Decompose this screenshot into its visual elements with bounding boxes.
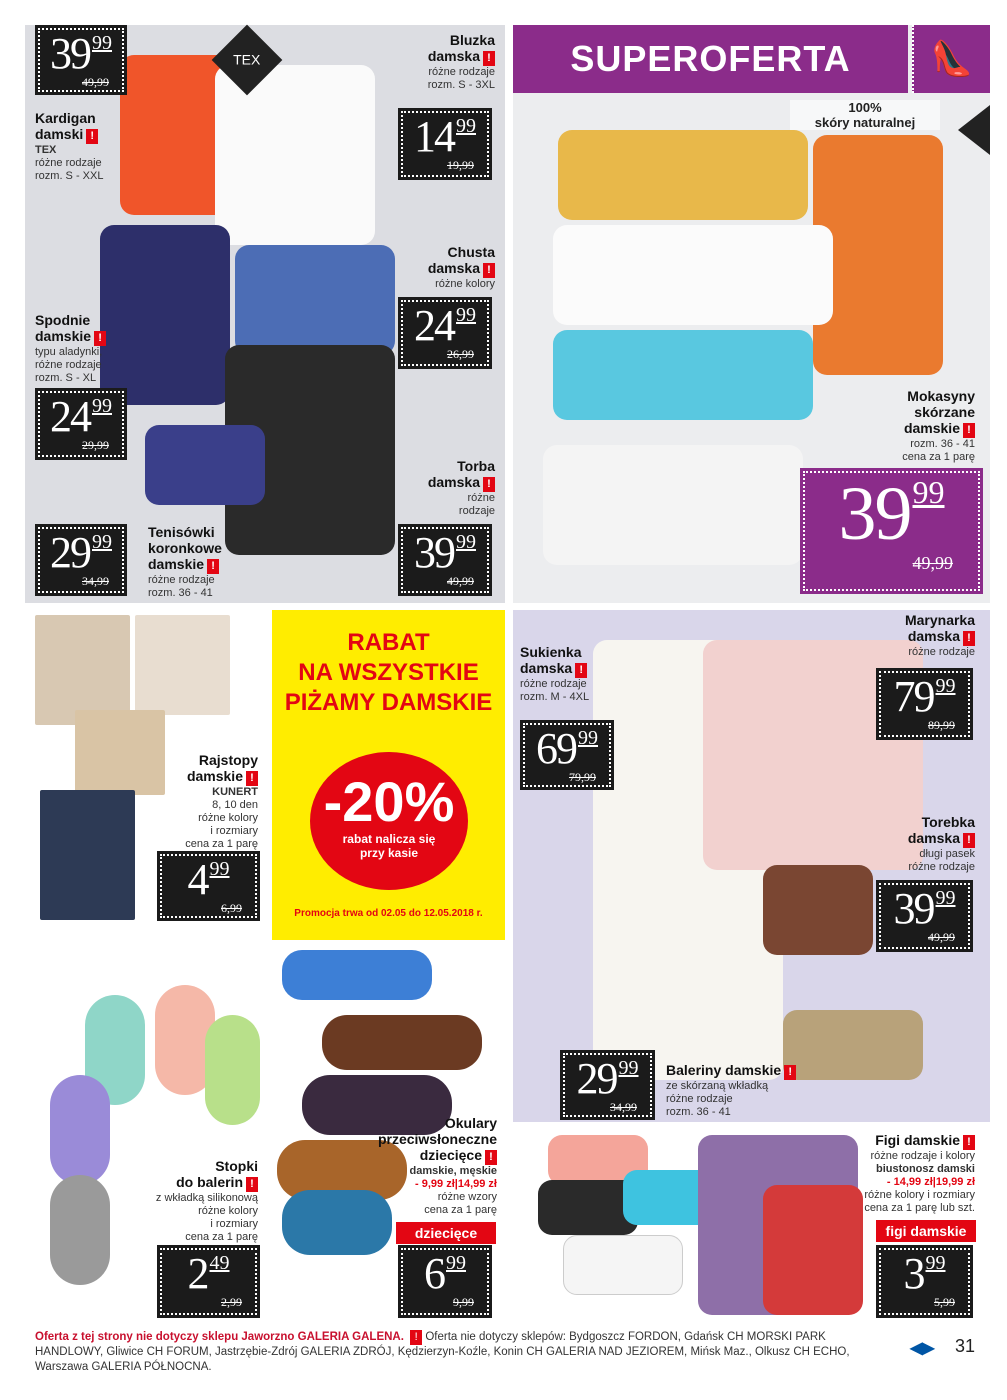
footer-disclaimer xyxy=(35,1330,895,1375)
price-main: 39 xyxy=(50,29,90,78)
product-title-text: Baleriny damskie xyxy=(666,1062,782,1078)
product-title-text: Spodnie xyxy=(35,312,91,328)
price-main: 69 xyxy=(536,724,576,773)
old-price: 2,99 xyxy=(221,1295,242,1309)
price-row xyxy=(536,724,598,773)
category-band: dziecięce xyxy=(396,1222,496,1244)
product-title-text: Stopki xyxy=(215,1158,258,1174)
yellow-loafer-image xyxy=(558,130,808,220)
sukienka-label xyxy=(520,644,640,704)
product-title xyxy=(148,556,248,574)
product-detail: różne xyxy=(467,492,495,504)
price-cents: 99 xyxy=(446,1252,466,1274)
price-row xyxy=(414,301,476,350)
product-title xyxy=(840,388,975,404)
exclamation-icon: ! xyxy=(207,559,219,574)
product-title-text: damska xyxy=(520,660,573,676)
product-title xyxy=(120,1174,258,1192)
product-title xyxy=(820,1132,975,1150)
product-title-text: Figi damskie xyxy=(875,1132,960,1148)
discount-note: rabat nalicza się xyxy=(342,832,436,846)
exclamation-icon: ! xyxy=(784,1065,796,1080)
product-title xyxy=(850,814,975,830)
product-detail: z wkładką silikonową xyxy=(155,1192,258,1204)
sale-price-line: - 9,99 zł|14,99 zł xyxy=(415,1178,497,1190)
price-cents: 99 xyxy=(92,32,112,54)
white-loafer-image xyxy=(553,225,833,325)
price-main: 24 xyxy=(414,301,454,350)
product-detail: różne rodzaje xyxy=(35,157,102,169)
price-cents: 99 xyxy=(456,304,476,326)
product-title xyxy=(360,1115,497,1131)
price-main: 79 xyxy=(893,672,934,721)
product-title xyxy=(150,768,258,786)
price-cents: 99 xyxy=(618,1057,639,1079)
price-tag xyxy=(398,108,492,180)
product-detail: różne rodzaje i kolory xyxy=(870,1150,975,1162)
stopki-label xyxy=(120,1158,258,1244)
old-price: 9,99 xyxy=(453,1295,474,1309)
price-row xyxy=(50,29,112,78)
product-title-text: damskie xyxy=(148,556,205,572)
mokasyny-label xyxy=(840,388,975,464)
product-title xyxy=(148,540,248,556)
product-detail: i rozmiary xyxy=(210,825,258,837)
exclamation-icon: ! xyxy=(575,663,587,678)
promo-title xyxy=(272,628,505,718)
exclamation-icon: ! xyxy=(483,477,495,492)
product-title-text: damska xyxy=(427,474,480,490)
price-main: 3 xyxy=(903,1249,924,1298)
product-title-text: damski xyxy=(35,126,84,142)
product-title xyxy=(35,126,135,144)
product-detail: ze skórzaną wkładką xyxy=(666,1080,769,1092)
price-row xyxy=(893,884,956,933)
product-title xyxy=(840,420,975,438)
product-title xyxy=(120,1158,258,1174)
bluzka-label xyxy=(380,32,495,92)
price-tag xyxy=(35,524,127,596)
price-row xyxy=(187,855,230,904)
product-title xyxy=(850,612,975,628)
product-detail: różne rodzaje xyxy=(148,574,215,586)
product-detail: różne rodzaje xyxy=(908,646,975,658)
product-title-text: damska xyxy=(907,830,960,846)
price-row xyxy=(903,1249,946,1298)
price-main: 29 xyxy=(576,1054,617,1103)
price-cents: 99 xyxy=(456,115,476,137)
scarf-image xyxy=(235,245,395,355)
price-tag xyxy=(157,1245,260,1318)
exclamation-icon: ! xyxy=(246,771,258,786)
page-number: 31 xyxy=(955,1336,976,1356)
price-tag xyxy=(35,388,127,460)
product-title xyxy=(148,524,248,540)
price-row xyxy=(187,1249,230,1298)
price-tag xyxy=(800,468,983,594)
exclamation-icon: ! xyxy=(94,331,106,346)
product-detail: cena za 1 parę xyxy=(185,1231,258,1243)
footer-red-note: Oferta z tej strony nie dotyczy sklepu Jaworzno GALERIA GALENA. xyxy=(35,1331,404,1343)
product-detail: różne wzory xyxy=(437,1191,497,1203)
price-cents: 99 xyxy=(578,727,598,749)
price-tag xyxy=(398,297,492,369)
product-title xyxy=(666,1062,806,1080)
product-detail: rozm. S - XL xyxy=(35,372,97,384)
price-tag xyxy=(35,25,127,95)
price-main: 6 xyxy=(424,1249,444,1298)
product-detail: damskie, męskie xyxy=(409,1165,497,1177)
product-title-text: Tenisówki xyxy=(148,524,215,540)
price-main: 39 xyxy=(414,528,454,577)
price-main: 39 xyxy=(838,472,911,556)
sunglasses-image xyxy=(282,950,432,1000)
discount-value: -20% xyxy=(323,770,455,833)
product-title xyxy=(360,1147,497,1165)
product-title-text: Bluzka xyxy=(449,32,495,48)
exclamation-icon: ! xyxy=(246,1177,258,1192)
price-row xyxy=(414,112,476,161)
product-detail: KUNERT xyxy=(212,786,258,798)
price-cents: 99 xyxy=(935,675,956,697)
sock-image xyxy=(50,1075,110,1185)
price-tag xyxy=(398,1245,492,1318)
product-detail: różne kolory xyxy=(198,812,258,824)
rajstopy-label xyxy=(150,752,258,851)
promo-title-line: NA WSZYSTKIE xyxy=(298,659,479,686)
product-title-text: Rajstopy xyxy=(198,752,258,768)
exclamation-icon: ! xyxy=(963,1135,975,1150)
price-cents: 99 xyxy=(209,858,230,880)
product-title-text: damskie xyxy=(903,420,960,436)
product-detail: TEX xyxy=(35,144,57,156)
product-title-text: Sukienka xyxy=(520,644,582,660)
footer-store-list: Oferta nie dotyczy sklepów: Bydgoszcz FORDON, Gdańsk CH MORSKI PARK HANDLOWY, Gliwice CH FORUM, Jastrzębie-Zdrój GALERIA ZDRÓJ, Kędzierzyn-Koźle, Konin CH GALERIA NAD JEZIOREM, Mińsk Maz., Olkusz CH ECHO, Warszawa GALERIA PÓŁNOCNA. xyxy=(35,1331,850,1373)
leather-text: skóry naturalnej xyxy=(814,115,916,130)
handbag-image xyxy=(763,865,873,955)
product-title-text: Torba xyxy=(457,458,495,474)
sock-image xyxy=(205,1015,260,1125)
promo-dates: Promocja trwa od 02.05 do 12.05.2018 r. xyxy=(294,908,483,919)
exclamation-icon: ! xyxy=(86,129,98,144)
old-price: 6,99 xyxy=(221,901,242,915)
price-tag xyxy=(876,1245,973,1318)
discount-badge xyxy=(310,752,468,890)
high-heel-shoe-icon: 👠 xyxy=(912,25,990,93)
old-price: 79,99 xyxy=(569,770,596,784)
tights-pack-image xyxy=(40,790,135,920)
product-detail: różne kolory xyxy=(198,1205,258,1217)
leather-percent: 100% xyxy=(848,100,882,115)
promo-title-line: PIŻAMY DAMSKIE xyxy=(284,689,493,716)
product-title-text: damska xyxy=(427,260,480,276)
product-title xyxy=(35,328,125,346)
product-title-text: przeciwsłoneczne xyxy=(377,1131,497,1147)
product-title-text: damskie xyxy=(186,768,243,784)
price-tag xyxy=(876,880,973,952)
price-row xyxy=(893,672,956,721)
price-main: 39 xyxy=(893,884,934,933)
old-price: 34,99 xyxy=(610,1100,637,1114)
product-title xyxy=(35,110,135,126)
price-tag xyxy=(560,1050,655,1120)
price-main: 2 xyxy=(187,1249,208,1298)
okulary-label xyxy=(360,1115,497,1217)
product-title xyxy=(380,458,495,474)
product-title-text: damskie xyxy=(35,328,92,344)
product-detail: rozm. M - 4XL xyxy=(520,691,590,703)
exclamation-icon: ! xyxy=(963,631,975,646)
price-row xyxy=(414,528,476,577)
product-detail: długi pasek xyxy=(919,848,975,860)
product-title xyxy=(520,644,640,660)
sale-price-line: - 14,99 zł|19,99 zł xyxy=(886,1176,975,1188)
product-title-text: Mokasyny xyxy=(907,388,975,404)
product-title-text: dziecięce xyxy=(419,1147,482,1163)
superoferta-banner: SUPEROFERTA xyxy=(513,25,908,93)
price-tag xyxy=(398,524,492,596)
price-cents: 99 xyxy=(912,474,945,510)
product-title-text: skórzane xyxy=(914,404,975,420)
product-detail: typu aladynki, xyxy=(35,346,103,358)
product-title xyxy=(840,404,975,420)
product-title-text: Marynarka xyxy=(904,612,975,628)
price-cents: 99 xyxy=(925,1252,946,1274)
product-detail: cena za 1 parę xyxy=(185,838,258,850)
price-cents: 99 xyxy=(92,531,112,553)
product-title-text: Torebka xyxy=(921,814,975,830)
price-row xyxy=(838,472,945,556)
price-main: 24 xyxy=(50,392,90,441)
old-price: 49,99 xyxy=(82,75,109,89)
marynarka-label xyxy=(850,612,975,659)
product-title-text: koronkowe xyxy=(148,540,222,556)
product-detail: i rozmiary xyxy=(210,1218,258,1230)
price-tag xyxy=(876,668,973,740)
white-perforated-loafer-image xyxy=(543,445,803,565)
category-band: figi damskie xyxy=(876,1220,976,1242)
product-detail: rozm. 36 - 41 xyxy=(666,1106,731,1118)
product-detail: rozm. S - 3XL xyxy=(427,79,495,91)
product-title-text: do balerin xyxy=(176,1174,243,1190)
product-detail: różne rodzaje xyxy=(666,1093,733,1105)
product-title-text: Kardigan xyxy=(35,110,96,126)
price-main: 4 xyxy=(187,855,208,904)
exclamation-icon: ! xyxy=(483,263,495,278)
exclamation-icon: ! xyxy=(410,1330,422,1345)
spodnie-label xyxy=(35,312,125,385)
price-row xyxy=(424,1249,466,1298)
leather-note xyxy=(790,100,940,130)
baleriny-label xyxy=(666,1062,806,1119)
product-title xyxy=(380,474,495,492)
product-title xyxy=(360,1131,497,1147)
product-detail: różne rodzaje xyxy=(908,861,975,873)
exclamation-icon: ! xyxy=(485,1150,497,1165)
product-title-text: Okulary xyxy=(444,1115,497,1131)
product-detail: różne rodzaje xyxy=(520,678,587,690)
product-detail: różne kolory i rozmiary xyxy=(864,1189,975,1201)
arrow-marker-icon xyxy=(958,105,990,155)
old-price: 89,99 xyxy=(928,718,955,732)
old-price: 49,99 xyxy=(928,930,955,944)
price-row xyxy=(50,392,112,441)
product-title-text: damska xyxy=(907,628,960,644)
tights-pack-image xyxy=(135,615,230,715)
product-detail: rodzaje xyxy=(458,505,495,517)
price-cents: 99 xyxy=(92,395,112,417)
product-detail: cena za 1 parę lub szt. xyxy=(864,1202,975,1214)
old-price: 34,99 xyxy=(82,574,109,588)
product-title-text: damska xyxy=(427,48,480,64)
price-row xyxy=(50,528,112,577)
kardigan-label xyxy=(35,110,135,183)
exclamation-icon: ! xyxy=(963,423,975,438)
product-detail: różne kolory xyxy=(435,278,495,290)
price-row xyxy=(576,1054,639,1103)
tex-badge-label: TEX xyxy=(233,51,261,68)
product-detail: różne rodzaje xyxy=(35,359,102,371)
tenisowki-label xyxy=(148,524,248,600)
product-title xyxy=(380,260,495,278)
product-title xyxy=(35,312,125,328)
old-price: 19,99 xyxy=(447,158,474,172)
product-detail: rozm. 36 - 41 xyxy=(910,438,975,450)
product-title xyxy=(380,32,495,48)
blue-loafer-image xyxy=(553,330,813,420)
price-main: 14 xyxy=(414,112,454,161)
product-detail: rozm. S - XXL xyxy=(35,170,104,182)
product-title xyxy=(850,628,975,646)
product-detail: cena za 1 parę xyxy=(902,451,975,463)
exclamation-icon: ! xyxy=(963,833,975,848)
product-title xyxy=(380,244,495,260)
blouse-image xyxy=(215,65,375,245)
old-price: 29,99 xyxy=(82,438,109,452)
chusta-label xyxy=(380,244,495,291)
price-tag xyxy=(520,720,614,790)
exclamation-icon: ! xyxy=(483,51,495,66)
product-title xyxy=(520,660,640,678)
price-cents: 99 xyxy=(456,531,476,553)
sunglasses-image xyxy=(322,1015,482,1070)
old-price: 26,99 xyxy=(447,347,474,361)
torebka-label xyxy=(850,814,975,874)
price-cents: 49 xyxy=(209,1252,230,1274)
product-detail: biustonosz damski xyxy=(875,1163,975,1175)
sneakers-image xyxy=(145,425,265,505)
product-title xyxy=(380,48,495,66)
discount-note: przy kasie xyxy=(359,846,419,860)
sock-image xyxy=(50,1175,110,1285)
price-main: 29 xyxy=(50,528,90,577)
product-detail: rozm. 36 - 41 xyxy=(148,587,213,599)
price-tag xyxy=(157,851,260,921)
old-price: 5,99 xyxy=(934,1295,955,1309)
carrefour-logo: ◀▶ xyxy=(910,1340,935,1357)
product-title-text: Chusta xyxy=(447,244,495,260)
briefs-image xyxy=(563,1235,683,1295)
old-price: 49,99 xyxy=(912,553,953,573)
figi-label xyxy=(820,1132,975,1215)
product-detail: cena za 1 parę xyxy=(424,1204,497,1216)
product-title xyxy=(150,752,258,768)
product-detail: 8, 10 den xyxy=(212,799,258,811)
product-title xyxy=(850,830,975,848)
price-cents: 99 xyxy=(935,887,956,909)
tights-pack-image xyxy=(35,615,130,725)
old-price: 49,99 xyxy=(447,574,474,588)
torba-label xyxy=(380,458,495,518)
product-detail: różne rodzaje xyxy=(428,66,495,78)
promo-title-line: RABAT xyxy=(347,629,430,656)
